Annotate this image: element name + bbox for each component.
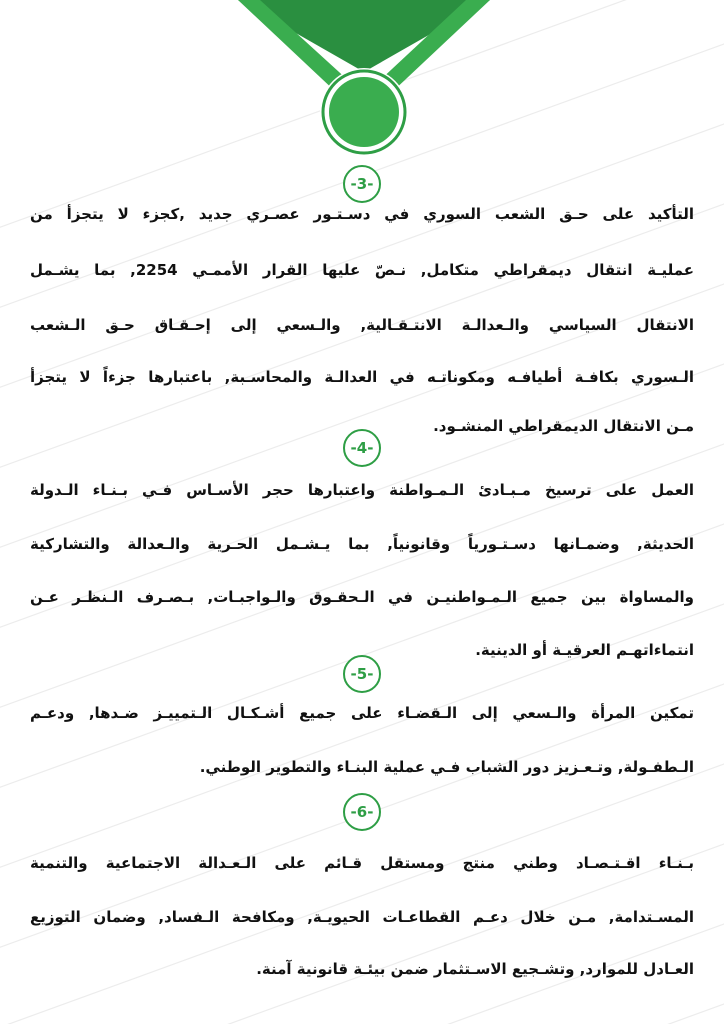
section-6-line-1: بـنـاء اقـتـصـاد وطني منتج ومستقل قـائم على الـعـدالة الاجتماعية والتنمية [30,854,694,872]
section-3-line-4: الـسوري بكافـة أطيافـه ومكوناتـه في العدالـة والمحاسـبة, باعتبارها جزءاً لا يتجزأ [30,368,694,386]
section-4-line-4: انتماءاتهـم العرقيـة أو الدينية. [475,641,694,659]
section-3-line-2: عمليـة انتقال ديمقراطي متكامل, نـصّ عليها القرار الأممـي 2254, بما يشـمل [30,261,695,279]
medal-ribbon-icon [0,0,724,170]
section-6-number-badge: -6- [343,793,381,831]
section-6-line-2: المسـتدامة, مـن خلال دعـم القطاعـات الحيويـة, ومكافحة الـفساد, وضمان التوزيع [30,908,694,926]
section-5-line-1: تمكين المرأة والـسعي إلى الـقضـاء على جميع أشـكـال الـتمييـز ضـدها, ودعـم [30,704,694,722]
section-4-line-3: والمساواة بين جميع الـمـواطنيـن في الـحقـوق والـواجبـات, بـصـرف الـنظـر عـن [30,588,694,606]
section-6-line-3: العـادل للموارد, وتشـجيع الاسـتثمار ضمن بيئـة قانونية آمنة. [256,960,694,978]
section-3-number-badge: -3- [343,165,381,203]
section-5-number-badge: -5- [343,655,381,693]
section-4-number-badge: -4- [343,429,381,467]
section-3-line-3: الانتقال السياسي والـعدالـة الانتـقـالية, والـسعي إلى إحـقـاق حـق الـشعب [30,316,694,334]
section-3-line-1: التأكيد على حـق الشعب السوري في دسـتـور عصـري جديد ,كجزء لا يتجزأ من [30,205,694,223]
section-3-line-5: مـن الانتقال الديمقراطي المنشـود. [433,417,694,435]
section-4-line-1: العمل على ترسيخ مـبـادئ الـمـواطنة واعتبارها حجر الأسـاس فـي بـنـاء الـدولة [30,481,694,499]
section-5-line-2: الـطفـولة, وتـعـزيز دور الشباب فـي عملية البنـاء والتطوير الوطني. [199,758,694,776]
section-4-line-2: الحديثة, وضمـانها دسـتـورياً وقانونياً, بما يـشـمل الحـرية والـعدالة والتشاركية [30,535,694,553]
